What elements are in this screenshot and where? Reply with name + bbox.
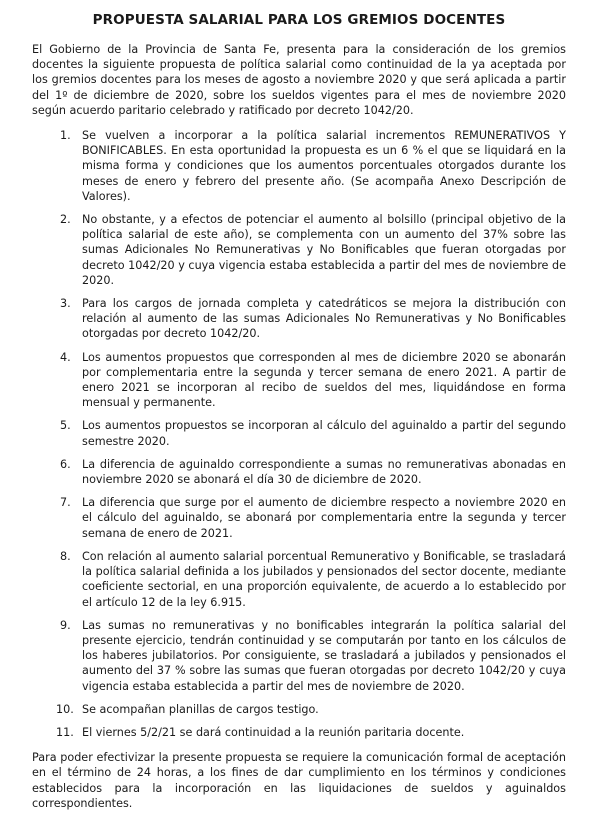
list-item	[32, 495, 566, 541]
item-text: No obstante, y a efectos de potenciar el aumento al bolsillo (principal objetivo de la política salarial de este año), se complementa con un aumento del 37% sobre las sumas Adicionales No Remunerativas y No Bonificables que fueran otorgadas por decreto 1042/20 y cuya vigencia estaba establecida a partir del mes de noviembre de 2020.	[82, 213, 566, 287]
item-number: 7.	[60, 496, 71, 510]
list-item	[32, 457, 566, 487]
document-title: PROPUESTA SALARIAL PARA LOS GREMIOS DOCENTES	[92, 12, 506, 28]
intro-paragraph: El Gobierno de la Provincia de Santa Fe, presenta para la consideración de los gremios docentes la siguiente propuesta de política salarial como continuidad de la ya aceptada por los gremios docentes para los meses de agosto a noviembre 2020 y que será aplicada a partir del 1º de diciembre de 2020, sobre los sueldos vigentes para el mes de noviembre 2020 según acuerdo paritario celebrado y ratificado por decreto 1042/20.	[32, 43, 566, 117]
item-text: Se acompañan planillas de cargos testigo.	[82, 702, 319, 716]
list-item	[32, 618, 566, 694]
item-number: 6.	[60, 457, 71, 471]
list-item	[32, 350, 566, 411]
closing-paragraph: Para poder efectivizar la presente propuesta se requiere la comunicación formal de aceptación en el término de 24 horas, a los fines de dar cumplimiento en los términos y condiciones establecidos para la incorporación en las liquidaciones de sueldos y aguinaldos correspondientes.	[32, 751, 566, 810]
item-number: 11.	[56, 725, 74, 739]
item-text: Para los cargos de jornada completa y catedráticos se mejora la distribución con relación al aumento de las sumas Adicionales No Remunerativas y No Bonificables otorgadas por decreto 1042/20.	[82, 297, 566, 341]
item-number: 9.	[60, 618, 71, 632]
item-text: Los aumentos propuestos que corresponden al mes de diciembre 2020 se abonarán por complementaria entre la segunda y tercer semana de enero 2021. A partir de enero 2021 se incorporan al recibo de sueldos del mes, liquidándose en forma mensual y permanente.	[82, 350, 566, 410]
item-text: El viernes 5/2/21 se dará continuidad a la reunión paritaria docente.	[82, 725, 465, 739]
list-item	[32, 128, 566, 204]
item-number: 5.	[60, 419, 71, 433]
item-text: Los aumentos propuestos se incorporan al cálculo del aguinaldo a partir del segundo semestre 2020.	[82, 419, 566, 448]
list-item	[32, 549, 566, 610]
item-text: La diferencia de aguinaldo correspondiente a sumas no remunerativas abonadas en noviembre 2020 se abonará el día 30 de diciembre de 2020.	[82, 457, 566, 487]
item-text: Se vuelven a incorporar a la política salarial incrementos REMUNERATIVOS Y BONIFICABLES. En esta oportunidad la propuesta es un 6 % el que se liquidará en la misma forma y condiciones que los aumentos porcentuales otorgados durante los meses de enero y febrero del presente año. (Se acompaña Anexo Descripción de Valores).	[82, 129, 566, 203]
item-number: 2.	[60, 213, 71, 227]
item-text: Con relación al aumento salarial porcentual Remunerativo y Bonificable, se trasladará la política salarial definida a los jubilados y pensionados del sector docente, mediante coeficiente sectorial, en una proporción equivalente, de acuerdo a lo establecido por el artículo 12 de la ley 6.915.	[82, 549, 566, 609]
list-item	[32, 212, 566, 288]
list-item	[32, 296, 566, 342]
item-number: 3.	[60, 297, 71, 311]
item-text: Las sumas no remunerativas y no bonificables integrarán la política salarial del presente ejercicio, tendrán continuidad y se computarán por tanto en los cálculos de los haberes jubilatorios. Por consiguiente, se trasladará a jubilados y pensionados el aumento del 37 % sobre las sumas que fueran otorgadas por decreto 1042/20 y cuya vigencia estaba establecida a partir del mes de noviembre de 2020.	[82, 618, 566, 693]
item-text: La diferencia que surge por el aumento de diciembre respecto a noviembre 2020 en el cálculo del aguinaldo, se abonará por complementaria entre la segunda y tercer semana de enero de 2021.	[82, 496, 566, 540]
item-number: 4.	[60, 350, 71, 364]
item-number: 10.	[56, 702, 74, 716]
list-item	[32, 702, 566, 717]
item-number: 1.	[60, 129, 71, 143]
list-item	[32, 725, 566, 740]
item-number: 8.	[60, 549, 71, 563]
list-item	[32, 418, 566, 448]
proposal-list	[32, 128, 566, 740]
